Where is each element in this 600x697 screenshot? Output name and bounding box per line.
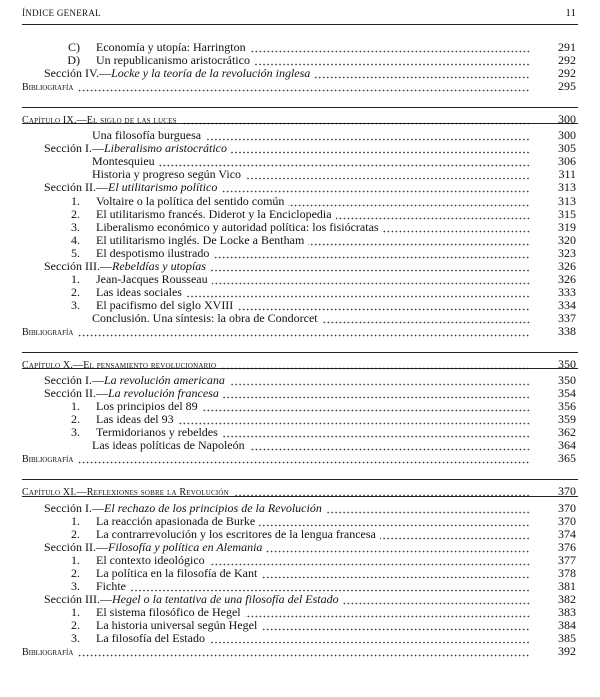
dot-leader	[77, 645, 530, 658]
entry-page: 292	[558, 53, 576, 68]
entry-text: El siglo de las luces	[86, 115, 177, 127]
dot-leader	[77, 325, 530, 338]
toc-entry	[22, 155, 578, 168]
running-title: ÍNDICE GENERAL	[22, 8, 101, 18]
toc-entry	[22, 358, 578, 371]
entry-page: 338	[558, 324, 576, 338]
entry-page: 381	[558, 578, 576, 593]
entry-page: 337	[558, 310, 576, 325]
entry-text: El utilitarismo francés. Diderot y la Enciclopedia	[96, 207, 332, 221]
toc-entry	[22, 387, 578, 400]
entry-page: 377	[558, 552, 576, 567]
entry-text: Fichte	[96, 579, 126, 593]
entry-title	[96, 554, 205, 567]
section-label: Sección I.—	[44, 142, 104, 156]
entry-title	[22, 113, 177, 127]
toc-entry	[22, 286, 578, 299]
dot-leader	[249, 439, 530, 452]
toc-entry	[22, 181, 578, 194]
section-label: Sección II.—	[44, 387, 108, 401]
entry-title	[22, 452, 73, 466]
entry-page: 359	[558, 412, 576, 427]
entry-page: 315	[558, 206, 576, 221]
entry-title	[92, 168, 241, 181]
dot-leader	[222, 426, 530, 439]
dot-leader	[261, 619, 530, 632]
entry-text: Las ideas políticas de Napoleón	[92, 439, 245, 453]
entry-title	[22, 80, 73, 94]
entry-number: 3.	[71, 425, 80, 440]
dot-leader	[159, 155, 530, 168]
dot-leader	[326, 502, 530, 515]
entry-title	[44, 502, 322, 515]
dot-leader	[209, 632, 530, 645]
entry-text: Montesquieu	[92, 155, 155, 169]
entry-page: 334	[558, 297, 576, 312]
entry-number: 1.	[71, 552, 80, 567]
dot-leader	[308, 234, 530, 247]
entry-number: 4.	[71, 232, 80, 247]
section-divider	[22, 352, 578, 353]
dot-leader	[229, 374, 530, 387]
entry-text: El pensamiento revolucionario	[83, 360, 217, 372]
entry-text: El contexto ideológico	[96, 553, 205, 567]
entry-page: 378	[558, 565, 576, 580]
dot-leader	[237, 299, 530, 312]
toc-entry	[22, 413, 578, 426]
entry-page: 356	[558, 399, 576, 414]
entry-title	[96, 619, 257, 632]
entry-page: 376	[558, 539, 576, 554]
toc-entry	[22, 41, 578, 54]
toc-entry	[22, 221, 578, 234]
dot-leader	[231, 142, 530, 155]
entry-title	[96, 515, 255, 528]
toc-entry	[22, 541, 578, 554]
entry-number: 3.	[71, 578, 80, 593]
entry-text: Rebeldías y utopías	[111, 259, 206, 273]
entry-title	[96, 580, 126, 593]
dot-leader	[343, 593, 530, 606]
entry-text: Termidorianos y rebeldes	[96, 426, 218, 440]
entry-text: Liberalismo económico y autoridad política: los fisiócratas	[96, 220, 379, 234]
entry-text: La reacción apasionada de Burke	[96, 514, 256, 528]
toc-entry	[22, 129, 578, 142]
dot-leader	[245, 168, 530, 181]
entry-page: 326	[558, 271, 576, 286]
entry-text: La contrarrevolución y los escritores de la lengua francesa	[96, 527, 376, 541]
entry-page: 365	[558, 451, 576, 466]
toc-entry	[22, 374, 578, 387]
section-label: Sección III.—	[44, 592, 112, 606]
chapter-label: Capítulo XI.—	[22, 487, 87, 499]
entry-page: 320	[558, 232, 576, 247]
entry-number: 2.	[71, 284, 80, 299]
entry-page: 382	[558, 591, 576, 606]
toc-entry	[22, 312, 578, 325]
toc-entry	[22, 528, 578, 541]
dot-leader	[336, 208, 530, 221]
toc-entry	[22, 142, 578, 155]
entry-title	[96, 413, 174, 426]
toc-entry	[22, 515, 578, 528]
entry-title	[96, 54, 250, 67]
entry-text: Bibliografía	[22, 454, 74, 466]
section-divider	[22, 368, 578, 369]
entry-text: Bibliografía	[22, 647, 74, 659]
toc-entry	[22, 452, 578, 465]
toc-entry	[22, 632, 578, 645]
entry-number: 2.	[71, 617, 80, 632]
entry-title	[96, 299, 233, 312]
entry-text: Filosofía y política en Alemania	[107, 540, 263, 554]
entry-title	[22, 358, 216, 372]
section-label: Sección II.—	[44, 181, 108, 195]
entry-title	[44, 67, 310, 80]
entry-text: Hegel o la tentativa de una filosofía del Estado	[111, 592, 339, 606]
dot-leader	[202, 400, 530, 413]
header-rule	[22, 24, 578, 25]
dot-leader	[77, 80, 530, 93]
entry-text: El utilitarismo inglés. De Locke a Bentham	[96, 233, 305, 247]
entry-title	[44, 142, 227, 155]
entry-text: Reflexiones sobre la Revolución	[86, 487, 229, 499]
dot-leader	[186, 286, 530, 299]
entry-number: 2.	[71, 565, 80, 580]
entry-text: El rechazo de los principios de la Revolución	[103, 501, 322, 515]
entry-number: 1.	[71, 399, 80, 414]
entry-page: 350	[558, 357, 576, 372]
entry-title	[96, 286, 182, 299]
toc-entry	[22, 195, 578, 208]
section-divider	[22, 496, 578, 497]
entry-number: 1.	[71, 271, 80, 286]
entry-text: Bibliografía	[22, 327, 74, 338]
entry-title	[96, 195, 284, 208]
entry-text: Una filosofía burguesa	[92, 129, 202, 143]
entry-text: Los principios del 89	[96, 400, 198, 414]
running-header	[22, 8, 578, 22]
entry-title	[22, 645, 73, 659]
entry-text: Conclusión. Una síntesis: la obra de Condorcet	[92, 311, 318, 325]
entry-number: 3.	[71, 631, 80, 645]
toc-entry	[22, 80, 578, 93]
entry-page: 362	[558, 425, 576, 440]
dot-leader	[77, 452, 530, 465]
entry-number: 3.	[71, 297, 80, 312]
toc-entry	[22, 247, 578, 260]
dot-leader	[213, 247, 530, 260]
toc-entry	[22, 593, 578, 606]
entry-title	[22, 485, 229, 499]
entry-page: 370	[558, 500, 576, 515]
entry-text: La historia universal según Hegel	[96, 618, 258, 632]
toc-entry	[22, 567, 578, 580]
entry-page: 354	[558, 386, 576, 401]
toc-entry	[22, 502, 578, 515]
entry-title	[22, 325, 73, 339]
entry-text: Locke y la teoría de la revolución inglesa	[111, 67, 311, 81]
entry-title	[44, 260, 206, 273]
entry-text: La filosofía del Estado	[96, 632, 205, 645]
entry-page: 291	[558, 40, 576, 54]
entry-page: 313	[558, 193, 576, 208]
dot-leader	[322, 312, 530, 325]
entry-title	[96, 234, 304, 247]
entry-title	[96, 528, 376, 541]
dot-leader	[266, 541, 530, 554]
dot-leader	[220, 358, 530, 371]
dot-leader	[212, 273, 530, 286]
entry-page: 392	[558, 644, 576, 659]
dot-leader	[380, 528, 530, 541]
entry-text: El despotismo ilustrado	[96, 246, 210, 260]
section-label: Sección I.—	[44, 374, 104, 388]
entry-title	[92, 129, 201, 142]
entry-page: 305	[558, 141, 576, 156]
entry-text: Un republicanismo aristocrático	[96, 54, 250, 68]
dot-leader	[254, 54, 530, 67]
dot-leader	[261, 567, 530, 580]
entry-text: Bibliografía	[22, 82, 74, 94]
entry-title	[96, 208, 332, 221]
entry-text: La política en la filosofía de Kant	[96, 566, 258, 580]
entry-number: 1.	[71, 513, 80, 528]
entry-number: 5.	[71, 245, 80, 260]
entry-text: Voltaire o la política del sentido común	[96, 194, 285, 208]
toc-entry	[22, 208, 578, 221]
toc-entry	[22, 168, 578, 181]
section-label: Sección IV.—	[44, 67, 112, 81]
entry-title	[96, 400, 198, 413]
toc-entry	[22, 439, 578, 452]
dot-leader	[383, 221, 530, 234]
dot-leader	[250, 41, 530, 54]
entry-title	[96, 567, 257, 580]
entry-page: 374	[558, 526, 576, 541]
dot-leader	[288, 195, 530, 208]
entry-text: Economía y utopía: Harrington	[96, 41, 246, 54]
entry-title	[96, 273, 208, 286]
entry-text: La revolución francesa	[107, 387, 219, 401]
entry-page: 295	[558, 79, 576, 94]
entry-page: 313	[558, 180, 576, 195]
entry-page: 300	[558, 112, 576, 127]
entry-number: 2.	[71, 526, 80, 541]
entry-title	[96, 247, 209, 260]
entry-text: Liberalismo aristocrático	[103, 142, 227, 156]
entry-title	[44, 593, 339, 606]
dot-leader	[221, 181, 530, 194]
entry-page: 292	[558, 66, 576, 81]
entry-page: 385	[558, 631, 576, 645]
entry-title	[92, 439, 245, 452]
entry-number: 2.	[71, 206, 80, 221]
page-number: 11	[565, 7, 576, 19]
dot-leader	[210, 260, 530, 273]
entry-title	[44, 387, 219, 400]
entry-text: Historia y progreso según Vico	[92, 168, 242, 182]
toc-entry	[22, 580, 578, 593]
chapter-label: Capítulo IX.—	[22, 115, 87, 127]
entry-number: 1.	[71, 193, 80, 208]
dot-leader	[205, 129, 530, 142]
section-label: Sección I.—	[44, 501, 104, 515]
entry-title	[96, 221, 379, 234]
dot-leader	[245, 606, 530, 619]
entry-page: 350	[558, 373, 576, 388]
entry-page: 326	[558, 258, 576, 273]
toc-entry	[22, 400, 578, 413]
toc-entry	[22, 260, 578, 273]
entry-number: 1.	[71, 604, 80, 619]
section-label: Sección II.—	[44, 540, 108, 554]
dot-leader	[259, 515, 530, 528]
toc-entry	[22, 619, 578, 632]
entry-number: 2.	[71, 412, 80, 427]
entry-page: 306	[558, 154, 576, 169]
entry-text: El sistema filosófico de Hegel	[96, 605, 241, 619]
toc-entry	[22, 67, 578, 80]
entry-text: El utilitarismo político	[107, 181, 218, 195]
entry-page: 333	[558, 284, 576, 299]
chapter-label: Capítulo X.—	[22, 360, 84, 372]
toc-entry	[22, 273, 578, 286]
entry-page: 370	[558, 484, 576, 499]
toc-entry	[22, 299, 578, 312]
entry-page: 319	[558, 219, 576, 234]
entry-number: 3.	[71, 219, 80, 234]
entry-text: Jean-Jacques Rousseau	[96, 272, 208, 286]
toc-entry	[22, 645, 578, 658]
entry-text: Las ideas del 93	[96, 413, 174, 427]
toc-entry	[22, 606, 578, 619]
entry-page: 311	[558, 167, 576, 182]
entry-number: C)	[68, 40, 80, 54]
dot-leader	[314, 67, 530, 80]
entry-text: El pacifismo del siglo XVIII	[96, 298, 234, 312]
entry-page: 383	[558, 604, 576, 619]
dot-leader	[223, 387, 530, 400]
entry-title	[96, 426, 218, 439]
toc-entry	[22, 325, 578, 338]
entry-number: D)	[67, 53, 80, 68]
entry-title	[44, 181, 217, 194]
section-divider	[22, 479, 578, 480]
section-divider	[22, 107, 578, 108]
entry-title	[92, 155, 155, 168]
dot-leader	[130, 580, 530, 593]
entry-title	[96, 41, 246, 54]
entry-page: 364	[558, 438, 576, 453]
section-divider	[22, 123, 578, 124]
entry-title	[96, 606, 241, 619]
entry-text: La revolución americana	[103, 374, 225, 388]
entry-title	[44, 541, 262, 554]
dot-leader	[209, 554, 530, 567]
toc-entry	[22, 426, 578, 439]
toc-entry	[22, 234, 578, 247]
entry-title	[96, 632, 205, 645]
toc-entry	[22, 554, 578, 567]
entry-text: Las ideas sociales	[96, 285, 182, 299]
entry-title	[44, 374, 225, 387]
section-label: Sección III.—	[44, 259, 112, 273]
entry-page: 370	[558, 513, 576, 528]
toc-entry	[22, 54, 578, 67]
dot-leader	[178, 413, 530, 426]
entry-page: 384	[558, 617, 576, 632]
entry-page: 300	[558, 128, 576, 143]
entry-title	[92, 312, 318, 325]
entry-page: 323	[558, 245, 576, 260]
